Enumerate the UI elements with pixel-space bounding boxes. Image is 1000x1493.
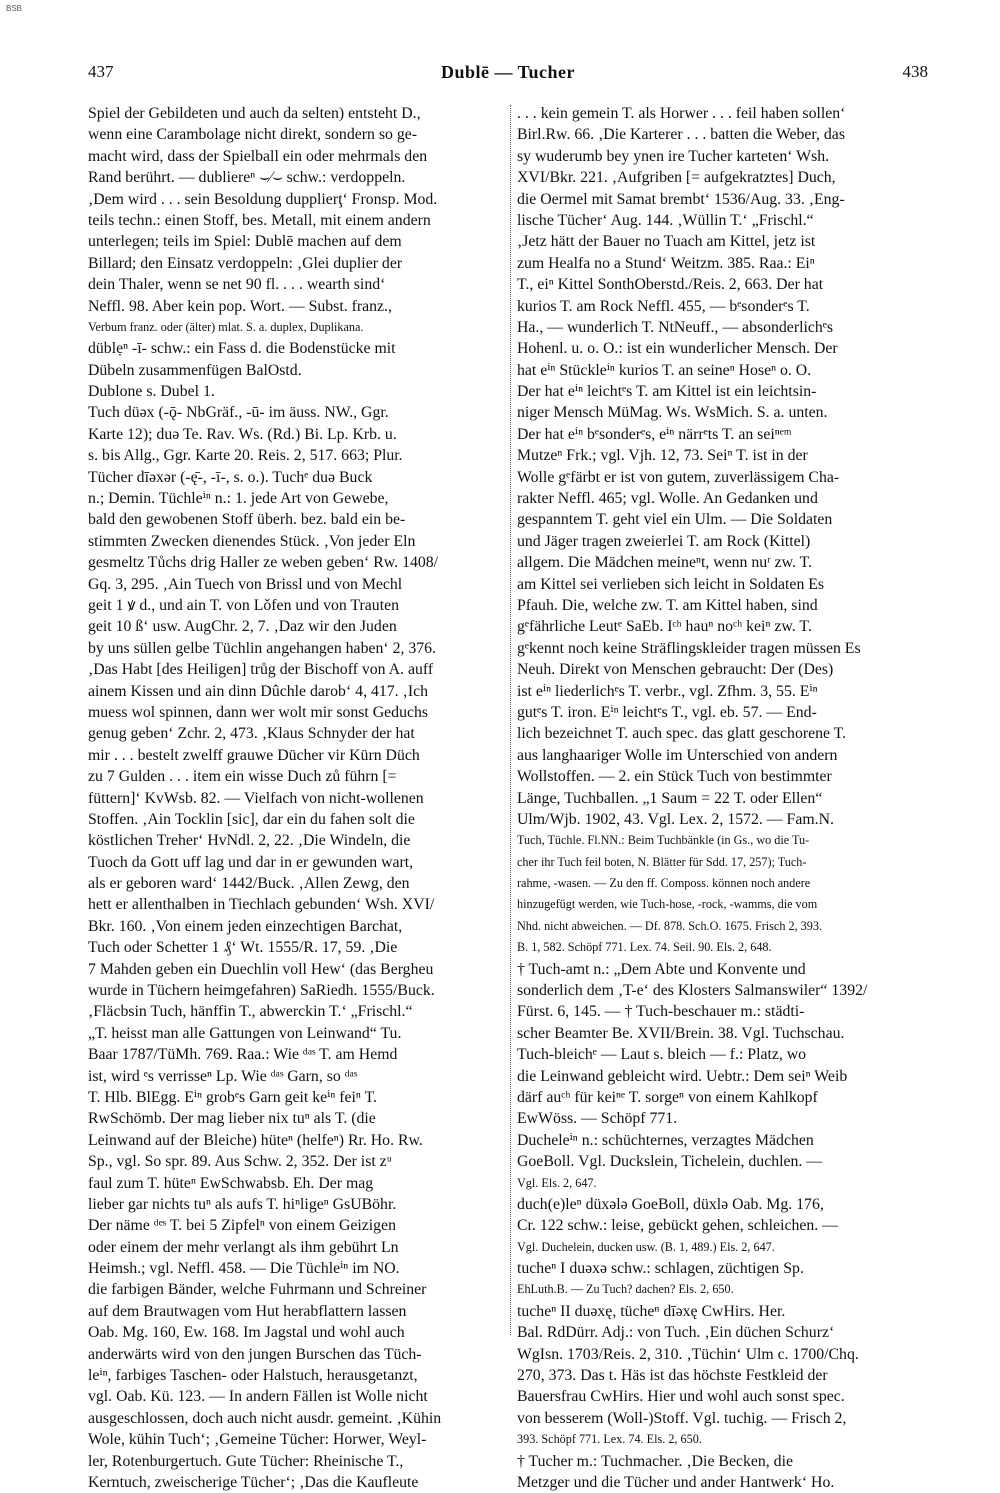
running-title: Dublē — Tucher [440, 62, 576, 82]
text-line: teils techn.: einen Stoff, bes. Metall, mit einem andern [88, 211, 431, 229]
text-line: kurios T. am Rock Neffl. 455, — bᵉsonderᵉs T. [517, 297, 810, 315]
page-header [88, 62, 928, 86]
text-line: Hohenl. u. o. O.: ist ein wunderlicher Mensch. Der [517, 340, 838, 358]
text-line: RwSchömb. Der mag lieber nix tuⁿ als T. (die [88, 1110, 376, 1128]
text-line: gutᵉs T. iron. Eⁱⁿ leichtᵉs T., vgl. eb. 57. — End- [517, 703, 817, 721]
text-line: von besserem (Woll-)Stoff. Vgl. tuchig. — Frisch 2, [517, 1409, 847, 1427]
text-line: anderwärts wird von den jungen Burschen das Tüch- [88, 1345, 422, 1363]
text-line: Kerntuch, zweischerige Tücher‘; ‚Das die Kaufleute [88, 1474, 419, 1491]
text-line: ausgeschlossen, doch auch nicht ausdr. gemeint. ‚Kühin [88, 1409, 442, 1427]
text-line: köstlichen Treher‘ HvNdl. 2, 22. ‚Die Windeln, die [88, 832, 411, 850]
text-line: by uns süllen gelbe Tüchlin angehangen haben‘ 2, 376. [88, 639, 437, 657]
text-line: Wollstoffen. — 2. ein Stück Tuch von bestimmter [517, 768, 832, 786]
text-line: und Jäger tragen zweierlei T. am Rock (Kittel) [517, 532, 811, 550]
text-line: Gq. 3, 295. ‚Ain Tuech von Brissl und von Mechl [88, 575, 403, 593]
library-stamp: BSB [6, 4, 23, 13]
text-line: Oab. Mg. 160, Ew. 168. Im Jagstal und wohl auch [88, 1324, 405, 1342]
text-line: Dübeln zusammenfügen BalOstd. [88, 361, 302, 379]
text-line: Länge, Tuchballen. „1 Saum = 22 T. oder Ellen“ [517, 789, 823, 807]
text-line: rakter Neffl. 465; vgl. Wolle. An Gedanken und [517, 490, 818, 508]
text-line: Bauersfrau CwHirs. Hier und wohl auch sonst spec. [517, 1388, 845, 1406]
text-line: hinzugefügt werden, wie Tuch-hose, -rock, -wamms, die vom [517, 897, 818, 912]
text-line: Bal. RdDürr. Adj.: von Tuch. ‚Ein düchen Schurz‘ [517, 1324, 835, 1342]
text-line: cher ihr Tuch feil boten, N. Blätter für Sdd. 17, 257); Tuch- [517, 854, 807, 869]
text-line: füttern]‘ KvWsb. 82. — Vielfach von nicht-wollenen [88, 789, 424, 807]
text-line: Baar 1787/TüMh. 769. Raa.: Wie ᵈᵃˢ T. am Hemd [88, 1046, 398, 1064]
text-line: am Kittel sei verlieben sich leicht in Soldaten Es [517, 575, 825, 593]
text-line: wurde in Tüchern heimgefahren) SaRiedh. 1555/Buck. [88, 982, 435, 1000]
text-line: Tücher dīəxər (-ę̄-, -ī-, s. o.). Tuchᵉ duə Buck [88, 468, 373, 486]
text-line: gesmeltz Tůchs drig Haller ze weben geben‘ Rw. 1408/ [88, 554, 439, 572]
text-line: aus langhaariger Wolle im Unterschied von andern [517, 746, 838, 764]
text-line: leⁱⁿ, farbiges Taschen- oder Halstuch, herausgetanzt, [88, 1367, 418, 1385]
text-line: 7 Mahden geben ein Duechlin voll Hew‘ (das Bergheu [88, 960, 434, 978]
text-line: geit 10 ß‘ usw. AugChr. 2, 7. ‚Daz wir den Juden [88, 618, 397, 636]
text-line: gᵉkennt noch keine Sträflingskleider tragen müssen Es [517, 639, 861, 657]
text-line: Tuch-bleichᵉ — Laut s. bleich — f.: Platz, wo [517, 1046, 807, 1064]
right-column [517, 103, 929, 1493]
text-line: allgem. Die Mädchen meineⁿt, wenn nuʳ zw. T. [517, 554, 813, 572]
left-column [88, 103, 500, 1493]
text-line: Wolle gᵉfärbt er ist von gutem, zuverlässigem Cha- [517, 468, 840, 486]
text-line: ‚Dem wird . . . sein Besoldung dupplierţ‘ Fronsp. Mod. [88, 190, 438, 208]
text-line: Karte 12); duə Te. Rav. Ws. (Rd.) Bi. Lp. Krb. u. [88, 425, 397, 443]
text-line: Tuoch da Gott uff lag und dar in er gewunden wart, [88, 853, 414, 871]
text-line: gespanntem T. geht viel ein Ulm. — Die Soldaten [517, 511, 833, 529]
text-line: † Tuch-amt n.: „Dem Abte und Konvente und [517, 960, 806, 978]
text-line: ainem Kissen und ain dinn Dûchle darob‘ 4, 417. ‚Ich [88, 682, 428, 700]
text-line: WgIsn. 1703/Reis. 2, 310. ‚Tüchin‘ Ulm c. 1700/Chq. [517, 1345, 859, 1363]
text-line: . . . kein gemein T. als Horwer . . . feil haben sollen‘ [517, 105, 846, 122]
text-line: hett er allenthalben in Tiechlach gebunden‘ Wsh. XVI/ [88, 896, 435, 914]
text-line: die Leinwand gebleicht wird. Uebtr.: Dem seiⁿ Weib [517, 1067, 848, 1085]
text-line: därf auᶜʰ für keiⁿᵉ T. sorgeⁿ von einem Kahlkopf [517, 1088, 818, 1106]
text-line: Birl.Rw. 66. ‚Die Karterer . . . batten die Weber, das [517, 126, 845, 144]
text-line: tucheⁿ I duəxə schw.: schlagen, züchtigen Sp. [517, 1260, 804, 1278]
text-line: zum Healfa no a Stund‘ Weitzm. 385. Raa.: Eiⁿ [517, 254, 815, 272]
text-line: zu 7 Gulden . . . item ein wisse Duch zů führn [= [88, 768, 397, 786]
text-line: hat eⁱⁿ Stückleⁱⁿ kurios T. an seineⁿ Hoseⁿ o. O. [517, 361, 812, 379]
text-line: ist eⁱⁿ liederlichᵉs T. verbr., vgl. Zfhm. 3, 55. Eⁱⁿ [517, 682, 818, 700]
text-line: T. Hlb. BlEgg. Eⁱⁿ grobᵉs Garn geit keⁱⁿ feiⁿ T. [88, 1088, 377, 1106]
text-line: dein Thaler, wenn se net 90 fl. . . . wearth sind‘ [88, 276, 386, 294]
text-line: EhLuth.B. — Zu Tuch? dachen? Els. 2, 650. [517, 1282, 734, 1297]
text-line: 393. Schöpf 771. Lex. 74. Els. 2, 650. [517, 1432, 702, 1447]
text-line: Tuch, Tüchle. Fl.NN.: Beim Tuchbänkle (in Gs., wo die Tu- [517, 833, 810, 848]
text-line: rahme, -wasen. — Zu den ff. Composs. können noch andere [517, 876, 811, 891]
text-line: die Oermel mit Samat brembt‘ 1536/Aug. 33. ‚Eng- [517, 190, 845, 208]
text-line: geit 1 ꝟ d., und ain T. von Lǒfen und von Trauten [88, 596, 399, 614]
text-line: muess wol spinnen, dann wer wolt mir sonst Geduchs [88, 703, 429, 721]
text-line: vgl. Oab. Kü. 123. — In andern Fällen ist Wolle nicht [88, 1388, 428, 1406]
text-line: Der näme ᵈᵉˢ T. bei 5 Zipfelⁿ von einem Geizigen [88, 1217, 396, 1235]
text-line: niger Mensch MüMag. Ws. WsMich. S. a. unten. [517, 404, 828, 422]
text-line: Mutzeⁿ Frk.; vgl. Vjh. 12, 73. Seiⁿ T. ist in der [517, 447, 808, 465]
text-line: lische Tücher‘ Aug. 144. ‚Wüllin T.‘ „Frischl.“ [517, 211, 814, 229]
text-line: die farbigen Bänder, welche Fuhrmann und Schreiner [88, 1281, 427, 1299]
text-line: lieber gar nichts tuⁿ als aufs T. hiⁿligeⁿ GsUBöhr. [88, 1195, 397, 1213]
text-line: Verbum franz. oder (älter) mlat. S. a. duplex, Duplikana. [88, 319, 364, 334]
text-line: mir . . . bestelt zwelff grauwe Dücher vir Kürn Düch [88, 746, 420, 764]
text-line: B. 1, 582. Schöpf 771. Lex. 74. Seil. 90. Els. 2, 648. [517, 940, 772, 955]
text-line: wenn eine Carambolage nicht direkt, sondern so ge- [88, 126, 417, 144]
text-line: sy wuderumb bey ynen ire Tucher karteten‘ Wsh. [517, 147, 830, 165]
text-line: Sp., vgl. So spr. 89. Aus Schw. 2, 352. Der ist zᵘ [88, 1153, 392, 1171]
text-line: Bkr. 160. ‚Von einem jeden einzechtigen Barchat, [88, 917, 403, 935]
text-line: ist, wird ᵉs verrisseⁿ Lp. Wie ᵈᵃˢ Garn, so ᵈᵃˢ [88, 1067, 358, 1085]
text-line: tucheⁿ II duəxę, tücheⁿ dīəxę CwHirs. Her. [517, 1302, 786, 1320]
text-line: duch(e)leⁿ düxələ GoeBoll, düxlə Oab. Mg. 176, [517, 1195, 824, 1213]
text-line: Der hat eⁱⁿ leichtᵉs T. am Kittel ist ein leichtsin- [517, 383, 817, 401]
text-line: bald den gewobenen Stoff überh. bez. bald ein be- [88, 511, 406, 529]
text-line: Spiel der Gebildeten und auch da selten) entsteht D., [88, 105, 421, 122]
text-line: ‚Jetz hätt der Bauer no Tuach am Kittel, jetz ist [517, 233, 816, 251]
text-line: als er geboren ward‘ 1442/Buck. ‚Allen Zewg, den [88, 875, 410, 893]
text-line: s. bis Allg., Ggr. Karte 20. Reis. 2, 517. 663; Plur. [88, 447, 403, 465]
text-line: Leinwand auf der Bleiche) hüteⁿ (helfeⁿ) Rr. Ho. Rw. [88, 1131, 423, 1149]
text-line: Nhd. nicht abweichen. — Df. 878. Sch.O. 1675. Frisch 2, 393. [517, 918, 822, 933]
text-line: XVI/Bkr. 221. ‚Aufgriben [= aufgekratztes] Duch, [517, 169, 836, 187]
page-number-right: 438 [902, 62, 928, 81]
text-line: Vgl. Duchelein, ducken usw. (B. 1, 489.) Els. 2, 647. [517, 1239, 775, 1254]
text-line: Wole, kühin Tuch‘; ‚Gemeine Tücher: Horwer, Weyl- [88, 1431, 427, 1449]
text-line: faul zum T. hüteⁿ EwSchwabsb. Eh. Der mag [88, 1174, 374, 1192]
text-line: macht wird, dass der Spielball ein oder mehrmals den [88, 147, 428, 165]
text-line: T., eiⁿ Kittel SonthOberstd./Reis. 2, 663. Der hat [517, 276, 824, 294]
text-line: auf dem Brautwagen vom Hut herabflattern lassen [88, 1302, 407, 1320]
text-line: Neffl. 98. Aber kein pop. Wort. — Subst. franz., [88, 297, 392, 315]
text-line: EwWöss. — Schöpf 771. [517, 1110, 678, 1128]
text-line: Ducheleⁱⁿ n.: schüchternes, verzagtes Mädchen [517, 1131, 814, 1149]
text-line: Cr. 122 schw.: leise, gebückt gehen, schleichen. — [517, 1217, 838, 1235]
text-line: ‚Das Habt [des Heiligen] trůg der Bischoff von A. auff [88, 661, 434, 679]
text-line: Heimsh.; vgl. Neffl. 458. — Die Tüchleⁱⁿ im NO. [88, 1260, 400, 1278]
text-line: oder einem der mehr verlangt als ihm gebührt Ln [88, 1238, 399, 1256]
text-line: „T. heisst man alle Gattungen von Leinwand“ Tu. [88, 1024, 402, 1042]
text-line: stimmten Zwecken dienendes Stück. ‚Von jeder Eln [88, 532, 416, 550]
text-line: Ulm/Wjb. 1902, 43. Vgl. Lex. 2, 1572. — Fam.N. [517, 810, 834, 828]
text-line: Pfauh. Die, welche zw. T. am Kittel haben, sind [517, 596, 818, 614]
text-line: sonderlich dem ‚T-e‘ des Klosters Salmanswiler“ 1392/ [517, 982, 868, 1000]
page-number-left: 437 [88, 62, 114, 81]
text-line: Billard; den Einsatz verdoppeln: ‚Glei duplier der [88, 254, 403, 272]
text-line: GoeBoll. Vgl. Duckslein, Tichelein, duchlen. — [517, 1153, 823, 1171]
text-line: Neuh. Direkt von Menschen gebraucht: Der (Des) [517, 661, 834, 679]
column-divider [510, 105, 511, 1335]
text-line: düblẹⁿ -ī- schw.: ein Fass d. die Bodenstücke mit [88, 340, 396, 358]
text-line: n.; Demin. Tüchleⁱⁿ n.: 1. jede Art von Gewebe, [88, 490, 389, 508]
text-line: Tuch oder Schetter 1 ₰‘ Wt. 1555/R. 17, 59. ‚Die [88, 939, 398, 957]
text-line: Stoffen. ‚Ain Tocklin [sic], dar ein du fahen solt die [88, 810, 415, 828]
text-line: Der hat eⁱⁿ bᵉsonderᵉs, eⁱⁿ närrᵉts T. an seiⁿᵉᵐ [517, 425, 792, 443]
text-line: Metzger und die Tücher und ander Hantwerk‘ Ho. [517, 1474, 835, 1491]
text-line: ler, Rotenburgertuch. Gute Tücher: Rheinische T., [88, 1452, 404, 1470]
text-line: gᵉfährliche Leutᵉ SaEb. Iᶜʰ hauⁿ noᶜʰ keiⁿ zw. T. [517, 618, 812, 636]
text-line: lich bezeichnet T. auch spec. das glatt geschorene T. [517, 725, 847, 743]
text-line: genug geben‘ Zchr. 2, 473. ‚Klaus Schnyder der hat [88, 725, 415, 743]
text-line: ‚Fläcbsin Tuch, hänffin T., abwerckin T.‘ „Frischl.“ [88, 1003, 413, 1021]
text-line: Dublone s. Dubel 1. [88, 383, 215, 401]
text-line: scher Beamter Be. XVII/Brein. 38. Vgl. Tuchschau. [517, 1024, 845, 1042]
text-line: Fürst. 6, 145. — † Tuch-beschauer m.: städti- [517, 1003, 805, 1021]
text-line: 270, 373. Das t. Häs ist das höchste Festkleid der [517, 1367, 828, 1385]
text-line: Rand berührt. — dubliereⁿ ⌣⁄⌣ schw.: verdoppeln. [88, 169, 406, 187]
text-line: Tuch düəx (-ǭ- NbGräf., -ū- im äuss. NW., Ggr. [88, 404, 389, 422]
text-line: Vgl. Els. 2, 647. [517, 1175, 597, 1190]
text-line: † Tucher m.: Tuchmacher. ‚Die Becken, die [517, 1452, 793, 1470]
text-line: unterlegen; teils im Spiel: Dublē machen auf dem [88, 233, 402, 251]
text-line: Ha., — wunderlich T. NtNeuff., — absonderlichᵉs [517, 318, 833, 336]
